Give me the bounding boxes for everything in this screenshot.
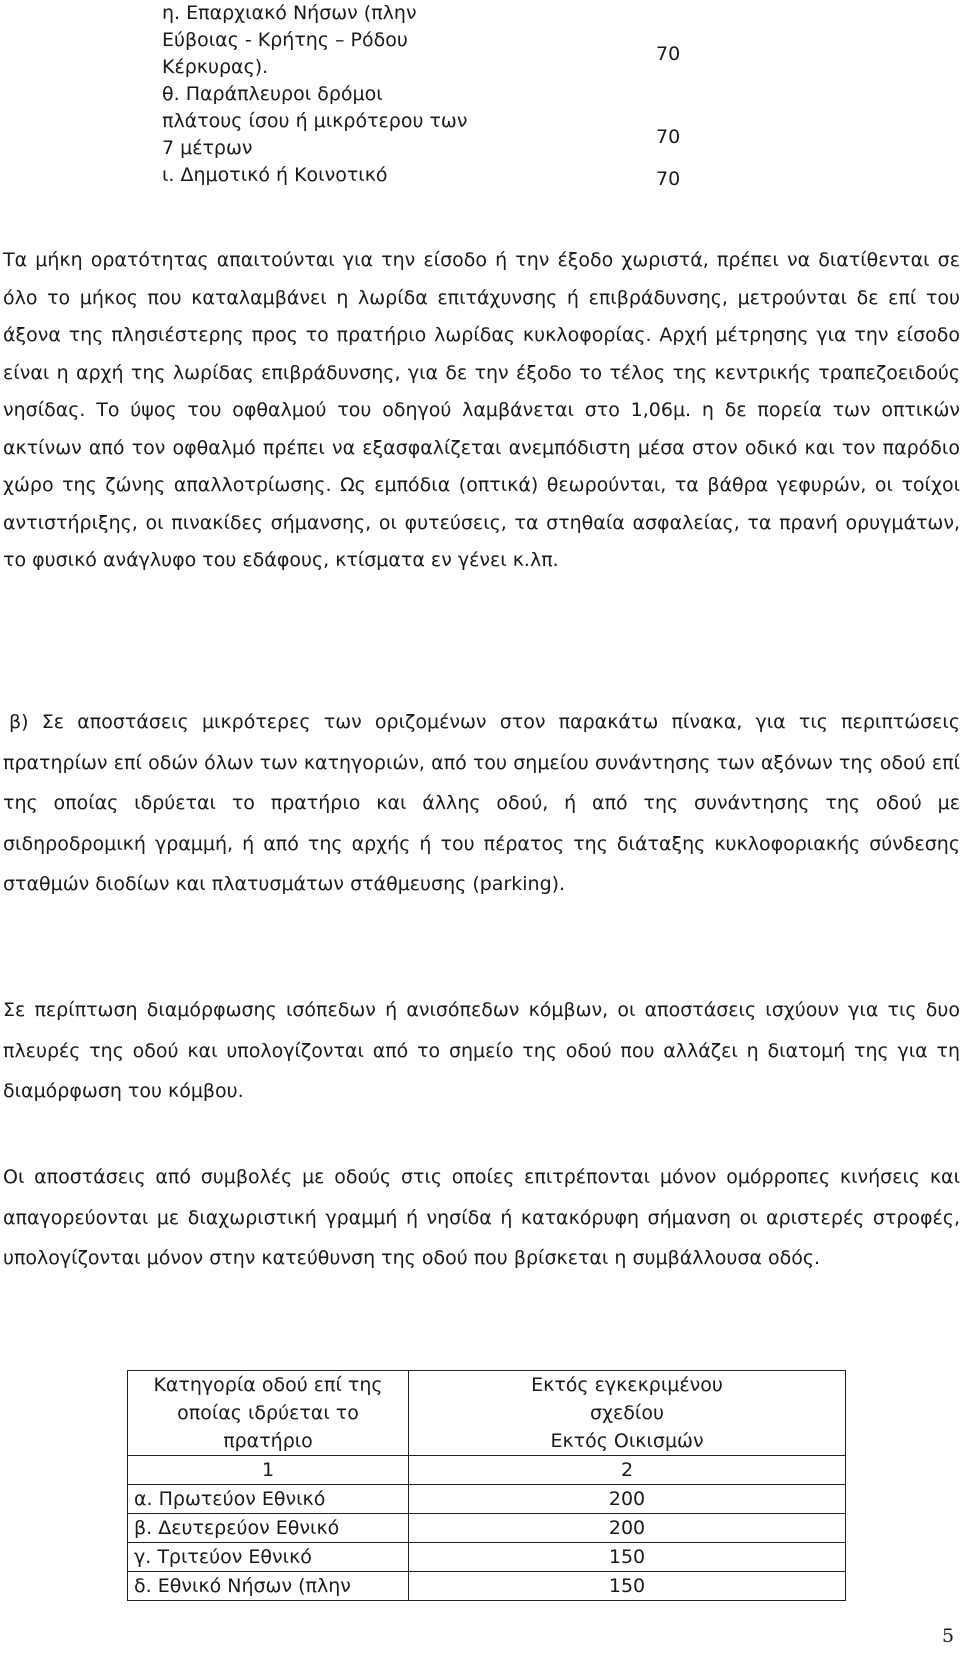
header-line: σχεδίου bbox=[590, 1402, 664, 1424]
list-item-line: η. Επαρχιακό Νήσων (πλην bbox=[162, 2, 417, 24]
header-line: πρατήριο bbox=[223, 1430, 313, 1452]
header-line: Εκτός Οικισμών bbox=[550, 1430, 704, 1452]
column-number: 2 bbox=[409, 1456, 846, 1485]
table-row bbox=[128, 1485, 846, 1514]
road-category-cell: δ. Εθνικό Νήσων (πλην bbox=[128, 1572, 409, 1601]
paragraph-merging-roads: Οι αποστάσεις από συμβολές με οδούς στις οποίες επιτρέπονται μόνον ομόρροπες κινήσεις και απαγορεύονται με διαχωριστική γραμμή ή νησίδα ή κατακόρυφη σήμανση οι αριστερές στροφές, υπολογίζονται μόνον στην κατεύθυνση της οδού που βρίσκεται η συμβάλλουσα οδός. bbox=[3, 1166, 960, 1269]
list-item-line: ι. Δημοτικό ή Κοινοτικό bbox=[162, 164, 388, 186]
paragraph-junctions: Σε περίπτωση διαμόρφωσης ισόπεδων ή ανισόπεδων κόμβων, οι αποστάσεις ισχύουν για τις δυο πλευρές της οδού και υπολογίζονται από το σημείο της οδού που αλλάζει η διατομή της για τη διαμόρφωση του κόμβου. bbox=[3, 999, 960, 1102]
distance-value-cell: 200 bbox=[409, 1485, 846, 1514]
distance-value-cell: 150 bbox=[409, 1543, 846, 1572]
header-line: Κατηγορία οδού επί της bbox=[153, 1374, 383, 1396]
list-item-line: Κέρκυρας). bbox=[162, 56, 269, 78]
road-category-cell: α. Πρωτεύον Εθνικό bbox=[128, 1485, 409, 1514]
header-cell-category bbox=[128, 1371, 409, 1456]
table-row bbox=[128, 1543, 846, 1572]
list-item-line: 7 μέτρων bbox=[162, 137, 253, 159]
header-line: Εκτός εγκεκριμένου bbox=[531, 1374, 723, 1396]
list-item-line: πλάτους ίσου ή μικρότερου των bbox=[162, 110, 468, 132]
column-number: 1 bbox=[128, 1456, 409, 1485]
paragraph-distances: β) Σε αποστάσεις μικρότερες των οριζομένων στον παρακάτω πίνακα, για τις περιπτώσεις πρατηρίων επί οδών όλων των κατηγοριών, από του σημείου συνάντησης των αξόνων της οδού επί της οποίας ιδρύεται το πρατήριο και άλλης οδού, ή από της συνάντησης της οδού με σιδηροδρομική γραμμή, ή από της αρχής ή του πέρατος της διάταξης κυκλοφοριακής σύνδεσης σταθμών διοδίων και πλατυσμάτων στάθμευσης (parking). bbox=[3, 711, 960, 895]
page-number: 5 bbox=[942, 1625, 955, 1647]
header-line: οποίας ιδρύεται το bbox=[177, 1402, 359, 1424]
list-item-value: 70 bbox=[656, 43, 681, 65]
distance-value-cell: 150 bbox=[409, 1572, 846, 1601]
table-row bbox=[128, 1514, 846, 1543]
road-category-cell: γ. Τριτεύον Εθνικό bbox=[128, 1543, 409, 1572]
list-item-line: Εύβοιας - Κρήτης – Ρόδου bbox=[162, 29, 408, 51]
road-category-cell: β. Δευτερεύον Εθνικό bbox=[128, 1514, 409, 1543]
distances-table bbox=[127, 1370, 846, 1601]
table-header-row bbox=[128, 1371, 846, 1456]
table-row bbox=[128, 1456, 846, 1485]
list-item-value: 70 bbox=[656, 126, 681, 148]
list-item-line: θ. Παράπλευροι δρόμοι bbox=[162, 83, 383, 105]
header-cell-outside-plan bbox=[409, 1371, 846, 1456]
list-item-value: 70 bbox=[656, 168, 681, 190]
table-row bbox=[128, 1572, 846, 1601]
distance-value-cell: 200 bbox=[409, 1514, 846, 1543]
paragraph-visibility: Τα μήκη ορατότητας απαιτούνται για την είσοδο ή την έξοδο χωριστά, πρέπει να διατίθενται σε όλο το μήκος που καταλαμβάνει η λωρίδα επιτάχυνσης ή επιβράδυνσης, μετρούνται δε επί του άξονα της πλησιέστερης προς το πρατήριο λωρίδας κυκλοφορίας. Αρχή μέτρησης για την είσοδο είναι η αρχή της λωρίδας επιβράδυνσης, για δε την έξοδο το τέλος της κεντρικής τραπεζοειδούς νησίδας. Το ύψος του οφθαλμού του οδηγού λαμβάνεται στο 1,06μ. η δε πορεία των οπτικών ακτίνων από τον οφθαλμό πρέπει να εξασφαλίζεται ανεμπόδιστη μέσα στον οδικό και τον παρόδιο χώρο της ζώνης απαλλοτρίωσης. Ως εμπόδια (οπτικά) θεωρούνται, τα βάθρα γεφυρών, οι τοίχοι αντιστήριξης, οι πινακίδες σήμανσης, οι φυτεύσεις, τα στηθαία ασφαλείας, τα πρανή ορυγμάτων, το φυσικό ανάγλυφο του εδάφους, κτίσματα εν γένει κ.λπ. bbox=[3, 249, 960, 571]
